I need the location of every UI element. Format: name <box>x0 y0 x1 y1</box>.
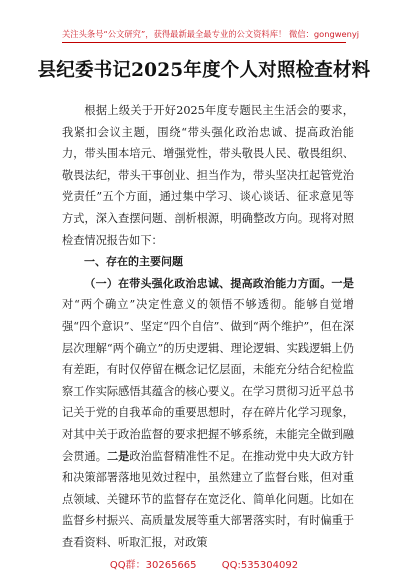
document-title: 县纪委书记2025年度个人对照检查材料 <box>37 60 371 81</box>
footer-qq-group: QQ群：30265665 <box>109 560 197 571</box>
footer-qq: QQ:535304092 <box>221 560 299 571</box>
section-heading: 一、存在的主要问题 <box>84 255 183 269</box>
subsection-heading: （一）在带头强化政治忠诚、提高政治能力方面。 <box>84 276 332 290</box>
header-banner-text: 关注头条号“公文研究”，获得最新最全最专业的公文资料库！ 微信：gongwenyj <box>62 29 360 39</box>
intro-paragraph: 根据上级关于开好2025年度专题民主生活会的要求，我紧扣会议主题，围绕“带头强化政治忠诚、提高政治能力，带头围本培元、增强党性，带头敬畏人民、敬畏组织、敬畏法纪，带头干事创业、担当作为，带头坚决扛起管党治党责任”五个方面，通过集中学习、谈心谈话、征求意见等方式，深入查摆问题、剖析根源，明确整改方向。现将对照检查情况报告如下： <box>62 104 354 247</box>
footer-contact <box>0 556 408 571</box>
subsection-paragraph <box>62 273 354 554</box>
document-body <box>62 100 354 553</box>
point-label: 二是 <box>106 448 130 463</box>
point-text: 对“两个确立”决定性意义的领悟不够透彻。能够自觉增强“四个意识”、坚定“四个自信”、做到“两个维护”，但在深层次理解“两个确立”的历史逻辑、理论逻辑、实践逻辑上仍有差距，有时仅停留在概念记忆层面，未能充分结合纪检监察工作实际感悟其蕴含的核心要义。在学习贯彻习近平总书记关于党的自我革命的重要思想时，存在碎片化学习现象，对其中关于政治监督的要求把握不够系统，未能完全做到融会贯通。 <box>62 298 354 463</box>
point-text: 政治监督精准性不足。在推动党中央大政方针和决策部署落地见效过程中，虽然建立了监督台账，但对重点领域、关键环节的监督存在宽泛化、简单化问题。比如在监督乡村振兴、高质量发展等重大部署落实时，有时偏重于查看资料、听取汇报，对政策 <box>62 449 354 549</box>
header-banner <box>62 22 360 43</box>
point-label: 一是 <box>331 275 354 290</box>
